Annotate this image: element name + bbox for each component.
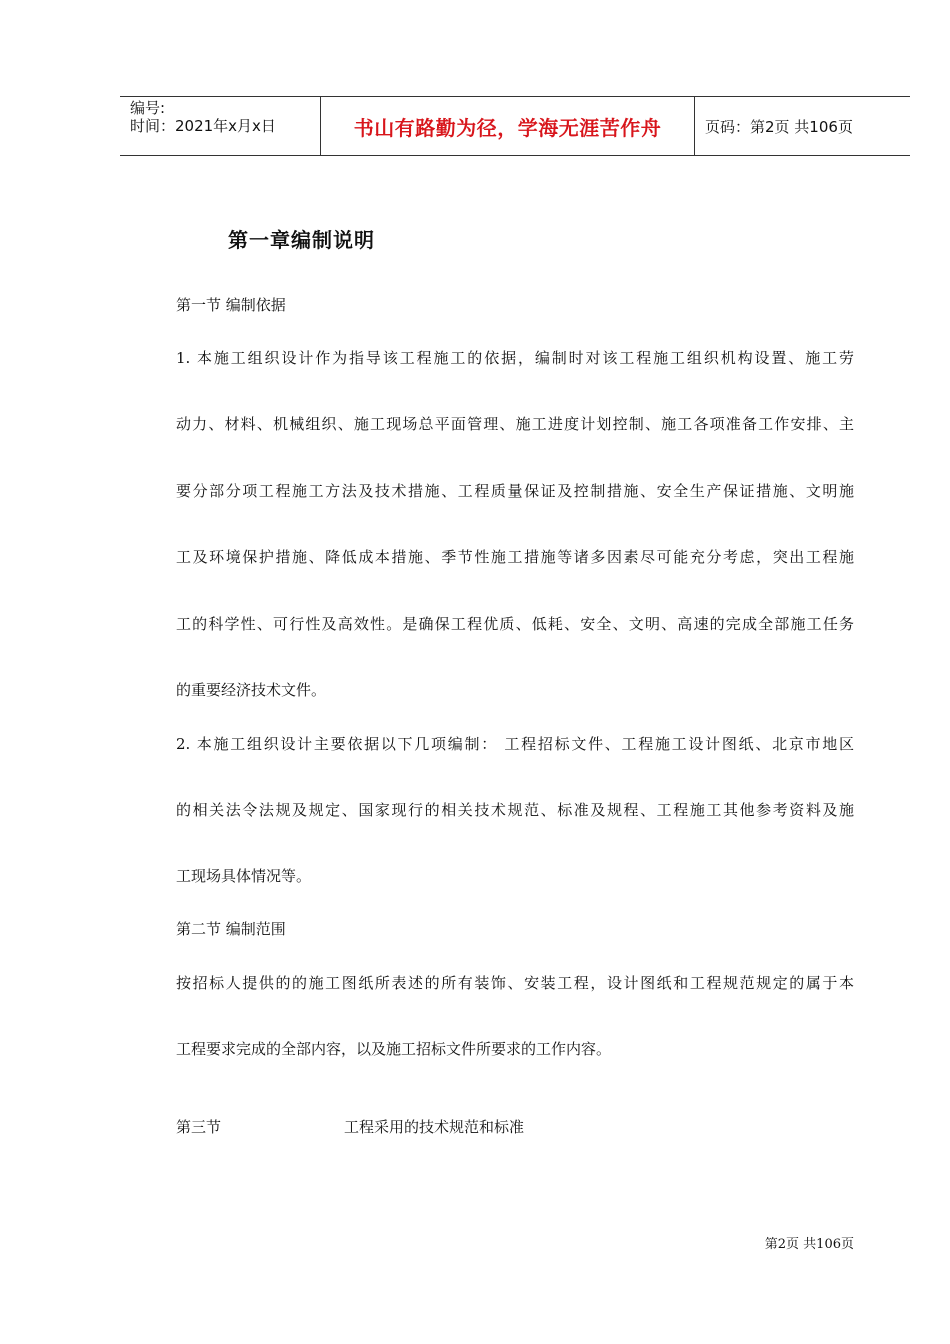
para1-line-1: 1. 本施工组织设计作为指导该工程施工的依据，编制时对该工程施工组织机构设置、施工劳 (176, 349, 854, 367)
para1-line-6: 的重要经济技术文件。 (176, 681, 327, 699)
document-number-label: 编号: (130, 99, 166, 117)
para1-line-2: 动力、材料、机械组织、施工现场总平面管理、施工进度计划控制、施工各项准备工作安排、主 (176, 415, 854, 433)
footer-page-number: 第2页 共106页 (764, 1237, 854, 1252)
chapter-title: 第一章编制说明 (228, 228, 375, 252)
header-page-number: 页码：第2页 共106页 (705, 117, 853, 136)
section-3-title: 工程采用的技术规范和标准 (344, 1118, 525, 1136)
section-3-label: 第三节 (176, 1118, 222, 1136)
page-header (120, 96, 910, 156)
document-time-label: 时间：2021年x月x日 (130, 117, 276, 135)
header-motto: 书山有路勤为径，学海无涯苦作舟 (321, 97, 695, 155)
para2-line-3: 工现场具体情况等。 (176, 867, 312, 885)
para1-line-5: 工的科学性、可行性及高效性。是确保工程优质、低耗、安全、文明、高速的完成全部施工任务 (176, 615, 854, 633)
section-2-title: 第二节 编制范围 (176, 920, 286, 938)
para2-line-2: 的相关法令法规及规定、国家现行的相关技术规范、标准及规程、工程施工其他参考资料及施 (176, 801, 854, 819)
para2-line-1: 2. 本施工组织设计主要依据以下几项编制： 工程招标文件、工程施工设计图纸、北京市地区 (176, 735, 854, 753)
header-info-cell (120, 97, 321, 155)
section-1-title: 第一节 编制依据 (176, 296, 286, 314)
section2-line-2: 工程要求完成的全部内容，以及施工招标文件所要求的工作内容。 (176, 1040, 612, 1058)
para1-line-4: 工及环境保护措施、降低成本措施、季节性施工措施等诸多因素尽可能充分考虑，突出工程施 (176, 548, 854, 566)
para1-line-3: 要分部分项工程施工方法及技术措施、工程质量保证及控制措施、安全生产保证措施、文明施 (176, 482, 854, 500)
section2-line-1: 按招标人提供的的施工图纸所表述的所有装饰、安装工程，设计图纸和工程规范规定的属于本 (176, 974, 854, 992)
